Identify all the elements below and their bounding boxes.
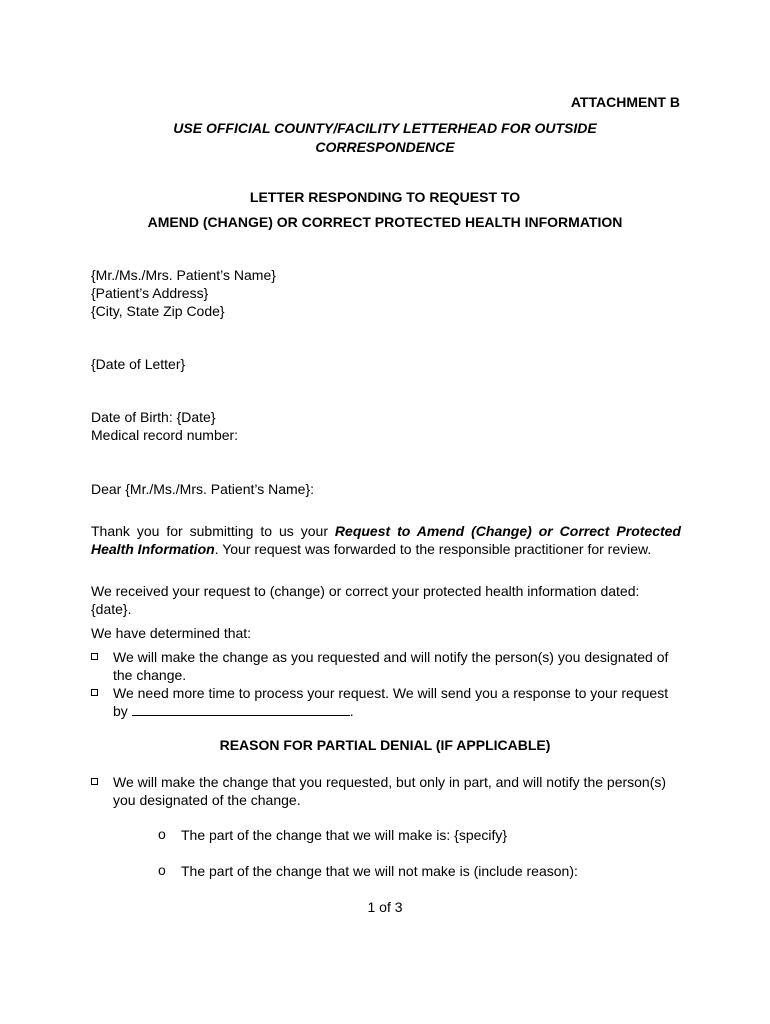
option-text: We will make the change that you requested, but only in part, and will notify the person(s) you designated of the change.	[113, 774, 667, 808]
paragraph-1-suffix: . Your request was forwarded to the responsible practitioner for review.	[214, 541, 652, 557]
paragraph-3: We have determined that:	[91, 625, 252, 641]
patient-info	[91, 408, 681, 444]
date-of-birth: Date of Birth: {Date}	[91, 409, 216, 425]
circle-bullet-icon: o	[158, 862, 166, 878]
sub-item-text: The part of the change that we will not make is (include reason):	[181, 863, 578, 879]
checkbox-icon	[91, 689, 98, 696]
document-title-line-1: LETTER RESPONDING TO REQUEST TO	[249, 189, 521, 205]
checkbox-icon	[91, 653, 98, 660]
section-heading-partial-denial: REASON FOR PARTIAL DENIAL (IF APPLICABLE)	[219, 737, 551, 753]
option-text: We need more time to process your request. We will send you a response to your request by .	[113, 685, 669, 719]
checkbox-icon	[91, 778, 98, 785]
medical-record-number: Medical record number:	[91, 427, 239, 443]
letterhead-line-1: USE OFFICIAL COUNTY/FACILITY LETTERHEAD FOR OUTSIDE	[173, 120, 597, 136]
paragraph-2: We received your request to (change) or correct your protected health information dated: {date}.	[91, 583, 640, 617]
sub-item-text: The part of the change that we will make is: {specify}	[181, 827, 508, 843]
paragraph-1-prefix: Thank you for submitting to us your	[91, 523, 335, 539]
request-form-name: Request to Amend (Change) or Correct Protected Health Information	[91, 523, 681, 557]
salutation: Dear {Mr./Ms./Mrs. Patient’s Name}:	[91, 481, 315, 497]
attachment-label: ATTACHMENT B	[570, 94, 680, 110]
recipient-city: {City, State Zip Code}	[91, 303, 225, 319]
page-number: 1 of 3	[367, 899, 403, 915]
circle-bullet-icon: o	[158, 826, 166, 842]
document-title-line-2: AMEND (CHANGE) OR CORRECT PROTECTED HEALTH INFORMATION	[147, 214, 623, 230]
letterhead-instruction	[0, 119, 770, 157]
blank-date-line	[132, 703, 350, 716]
recipient-address	[91, 266, 681, 320]
paragraph-1	[91, 522, 681, 558]
recipient-name: {Mr./Ms./Mrs. Patient’s Name}	[91, 267, 276, 283]
letter-date: {Date of Letter}	[91, 356, 186, 372]
option-text: We will make the change as you requested and will notify the person(s) you designated of the change.	[113, 649, 669, 683]
recipient-street: {Patient’s Address}	[91, 285, 209, 301]
letterhead-line-2: CORRESPONDENCE	[315, 139, 455, 155]
